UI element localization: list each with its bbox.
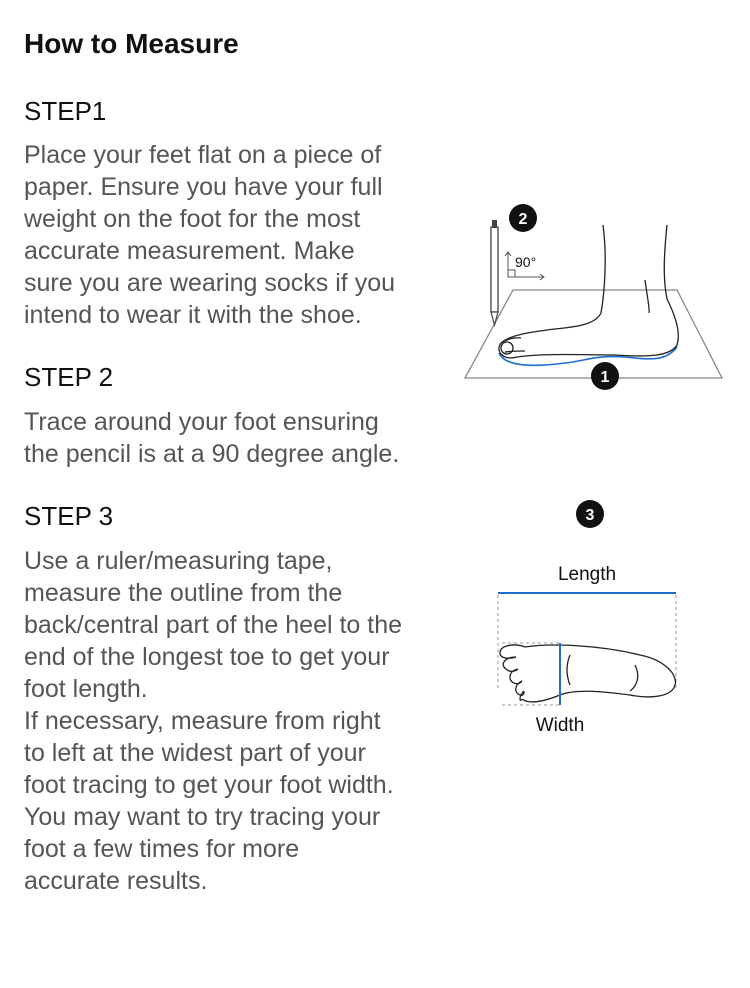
paper-shape: [465, 290, 722, 378]
step1-text: Place your feet flat on a piece of paper. Ensure you have your full weight on the foot for the most accurate measurement. Make sure you are wearing socks if you intend to wear it with the shoe.: [24, 141, 396, 329]
pencil-icon: [491, 220, 498, 325]
length-label: Length: [557, 564, 617, 585]
step1-heading: STEP1: [24, 96, 107, 126]
step3-text: Use a ruler/measuring tape, measure the outline from the back/central part of the heel to the end of the longest toe to get your foot length. If necessary, measure from right to left at the widest part of your foot tracing to get your foot width. You may want to try tracing your foot a few times for more accurate results.: [24, 547, 403, 895]
foot-tracing-svg: [455, 195, 730, 395]
page-title: How to Measure: [24, 28, 239, 59]
foot-measure-svg: [480, 495, 700, 745]
step3-heading: STEP 3: [24, 501, 114, 531]
step2-text: Trace around your foot ensuring the pencil is at a 90 degree angle.: [24, 408, 400, 468]
foot-tracing-illustration: [455, 195, 730, 395]
step2-heading: STEP 2: [24, 362, 114, 392]
step1-marker-label: 1: [600, 369, 610, 386]
dashed-guides: [498, 595, 676, 705]
width-label: Width: [535, 715, 585, 736]
footprint-icon: [500, 645, 675, 702]
foot-icon: [499, 225, 678, 358]
foot-measure-illustration: [480, 495, 700, 745]
angle-label: 90°: [515, 254, 537, 270]
step3-marker-label: 3: [585, 507, 595, 524]
step2-marker-label: 2: [518, 211, 528, 228]
